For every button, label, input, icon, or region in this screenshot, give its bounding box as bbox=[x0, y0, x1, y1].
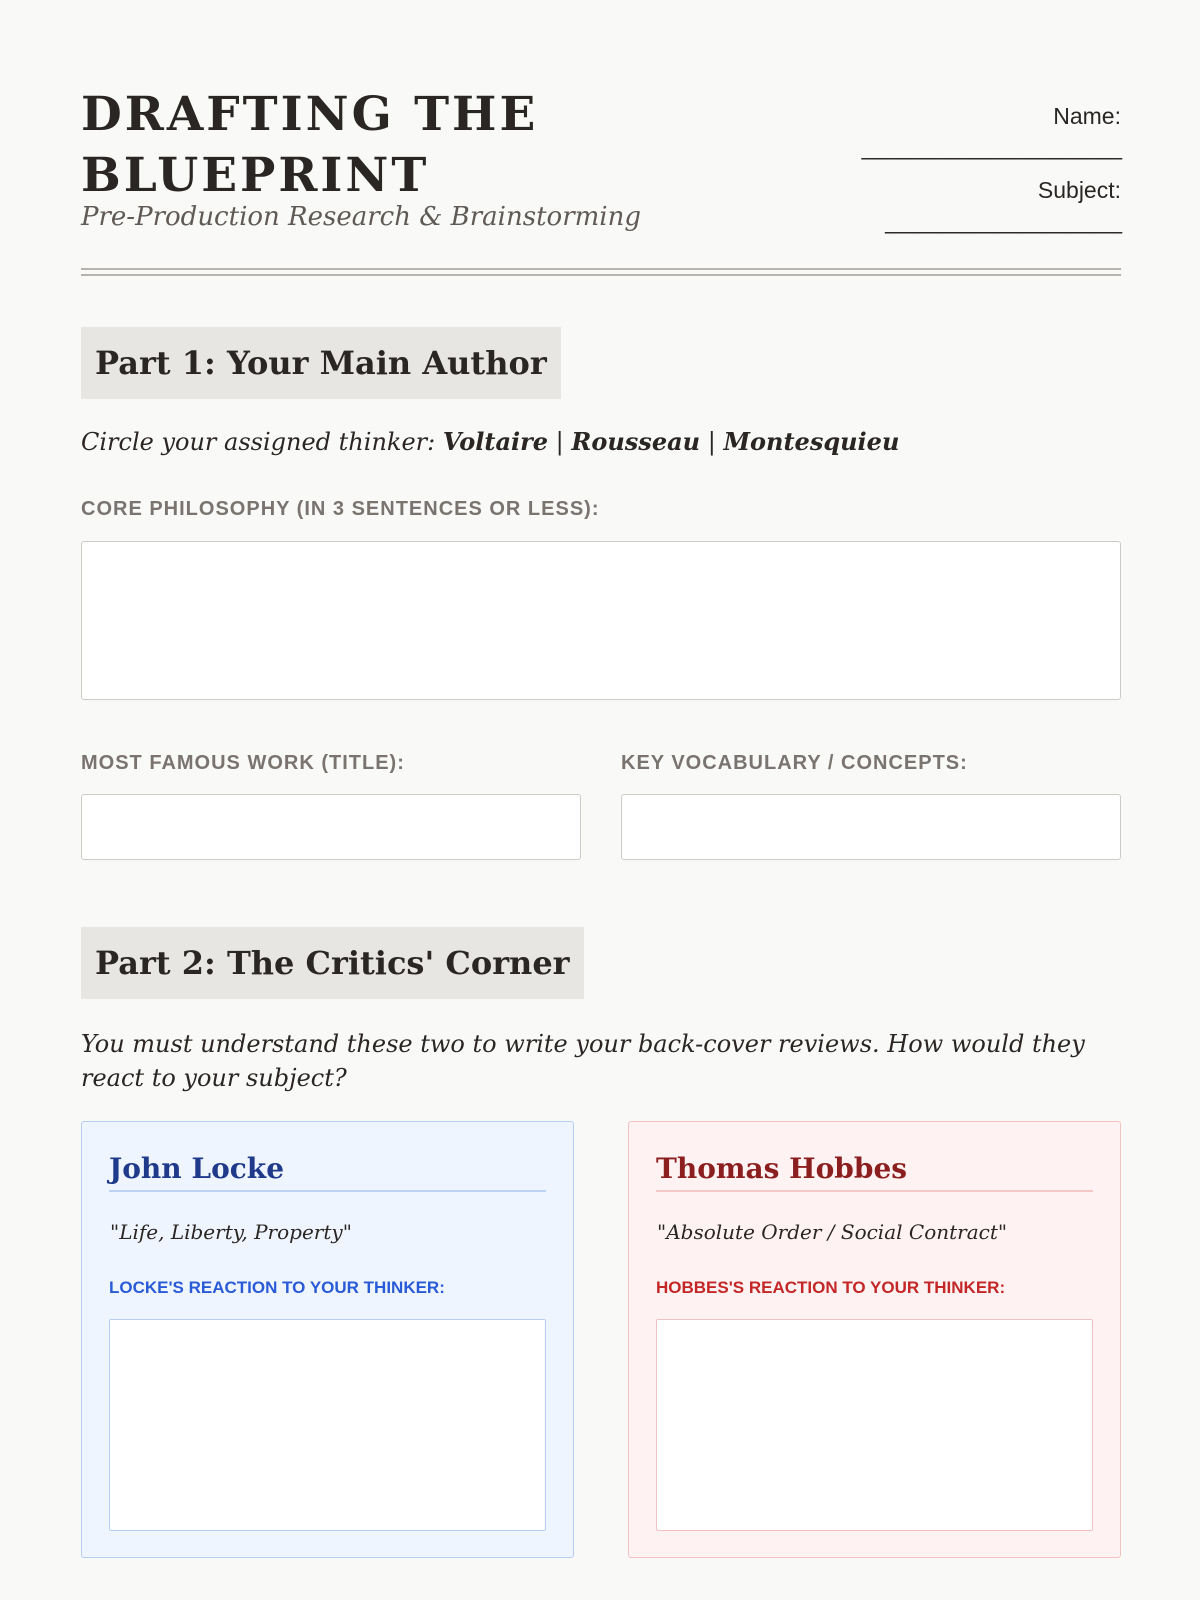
worksheet-header bbox=[81, 0, 1121, 280]
thinker-option-montesquieu[interactable]: Montesquieu bbox=[723, 427, 900, 456]
vocabulary-label: KEY VOCABULARY / CONCEPTS: bbox=[621, 752, 968, 774]
critic-reaction-label: LOCKE'S REACTION TO YOUR THINKER: bbox=[109, 1278, 445, 1297]
document-subtitle: Pre-Production Research & Brainstorming bbox=[81, 202, 641, 232]
thinker-instruction-text: Circle your assigned thinker: bbox=[81, 428, 443, 456]
name-label: Name: bbox=[1053, 103, 1121, 129]
critic-quote: "Absolute Order / Social Contract" bbox=[657, 1220, 1008, 1244]
name-blank-line[interactable]: ______________________ bbox=[861, 134, 1121, 160]
thinker-instruction bbox=[81, 427, 899, 456]
subject-label: Subject: bbox=[1037, 177, 1121, 203]
critic-card-locke bbox=[81, 1121, 574, 1558]
part2-heading: Part 2: The Critics' Corner bbox=[81, 927, 584, 999]
core-philosophy-label: CORE PHILOSOPHY (IN 3 SENTENCES OR LESS): bbox=[81, 498, 600, 520]
thinker-separator: | bbox=[548, 428, 572, 456]
subject-field[interactable] bbox=[862, 174, 1121, 248]
thinker-separator: | bbox=[700, 428, 724, 456]
locke-reaction-box[interactable] bbox=[109, 1319, 546, 1531]
thinker-option-voltaire[interactable]: Voltaire bbox=[442, 427, 549, 456]
worksheet bbox=[81, 0, 1121, 1297]
famous-work-label: MOST FAMOUS WORK (TITLE): bbox=[81, 752, 405, 774]
header-divider bbox=[81, 268, 1121, 276]
critic-name: Thomas Hobbes bbox=[656, 1150, 1093, 1192]
title-line-1: DRAFTING THE bbox=[81, 87, 539, 142]
critic-quote: "Life, Liberty, Property" bbox=[110, 1220, 352, 1244]
student-info bbox=[862, 100, 1121, 248]
core-philosophy-box[interactable] bbox=[81, 541, 1121, 700]
name-field[interactable] bbox=[862, 100, 1121, 174]
thinker-option-rousseau[interactable]: Rousseau bbox=[571, 427, 701, 456]
critics-instruction: You must understand these two to write your back-cover reviews. How would they react to your subject? bbox=[81, 1030, 1085, 1092]
subject-blank-line[interactable]: ____________________ bbox=[885, 208, 1121, 234]
critic-reaction-label: HOBBES'S REACTION TO YOUR THINKER: bbox=[656, 1278, 1006, 1297]
hobbes-reaction-box[interactable] bbox=[656, 1319, 1093, 1531]
critic-name: John Locke bbox=[109, 1150, 546, 1192]
part1-heading: Part 1: Your Main Author bbox=[81, 327, 561, 399]
title-line-2: BLUEPRINT bbox=[81, 148, 430, 203]
famous-work-box[interactable] bbox=[81, 794, 581, 860]
critic-card-hobbes bbox=[628, 1121, 1121, 1558]
vocabulary-box[interactable] bbox=[621, 794, 1121, 860]
document-title bbox=[81, 84, 681, 206]
